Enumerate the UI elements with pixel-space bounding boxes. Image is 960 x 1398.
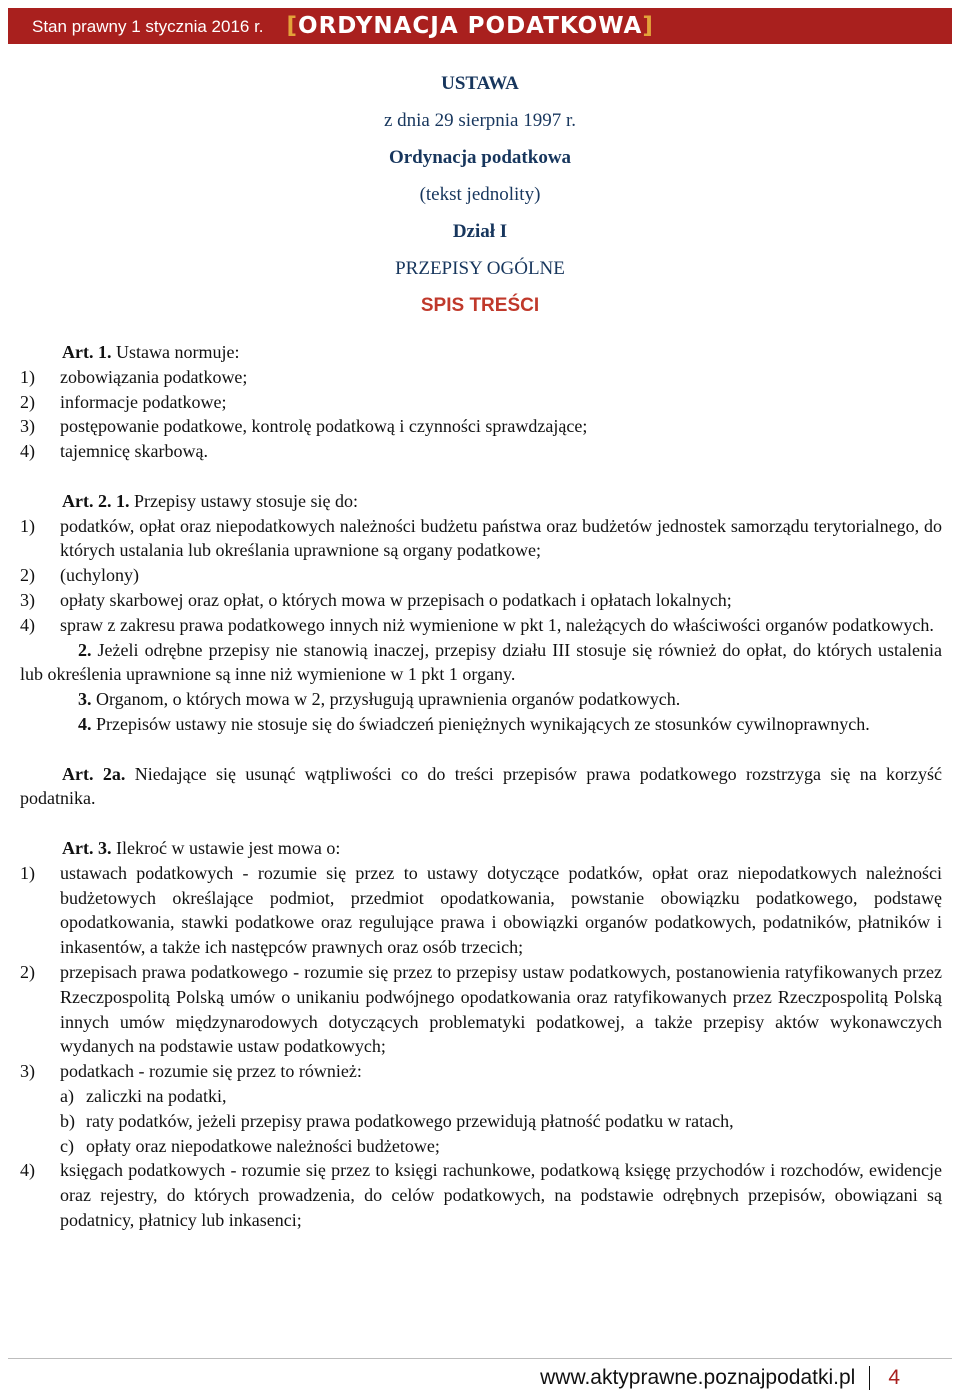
art2-item [20, 563, 942, 588]
art1-item [20, 365, 942, 390]
art2-intro [62, 489, 942, 514]
item-number: 2) [20, 391, 35, 412]
subitem-text: opłaty oraz niepodatkowe należności budżetowe; [86, 1135, 440, 1156]
art3-subitem [60, 1134, 942, 1159]
item-text: opłaty skarbowej oraz opłat, o których mowa w przepisach o podatkach i opłatach lokalnych; [60, 589, 732, 610]
paragraph-text: Organom, o których mowa w 2, przysługują uprawnienia organów podatkowych. [96, 689, 681, 710]
item-number: 2) [20, 961, 35, 982]
item-number: 4) [20, 1160, 35, 1181]
legal-status: Stan prawny 1 stycznia 2016 r. [32, 17, 264, 36]
item-number: 3) [20, 416, 35, 437]
paragraph-label: 1. [111, 490, 130, 511]
table-of-contents-link[interactable]: SPIS TREŚCI [420, 295, 540, 316]
art3-item [20, 960, 942, 1059]
item-text: podatkach - rozumie się przez to również: [60, 1061, 362, 1082]
art2-label: Art. 2. [62, 490, 112, 511]
art3-item [20, 861, 942, 960]
item-text: tajemnicę skarbową. [60, 441, 208, 462]
art2-paragraph [20, 638, 942, 688]
art3-subitem [60, 1109, 942, 1134]
section-heading: Dział I [452, 221, 508, 242]
art1-item [20, 439, 942, 464]
art1-item [20, 390, 942, 415]
act-date: z dnia 29 sierpnia 1997 r. [383, 110, 577, 131]
subitem-text: zaliczki na podatki, [86, 1085, 227, 1106]
act-name: Ordynacja podatkowa [388, 147, 572, 168]
item-number: 4) [20, 614, 35, 635]
page-number: 4 [888, 1366, 900, 1389]
item-number: 1) [20, 366, 35, 387]
art2a-paragraph [20, 762, 942, 812]
paragraph-label: 2. [78, 639, 92, 660]
subitem-text: raty podatków, jeżeli przepisy prawa podatkowego przewidują płatność podatku w ratach, [86, 1110, 734, 1131]
item-text: informacje podatkowe; [60, 391, 227, 412]
header-banner [8, 8, 952, 44]
item-text: postępowanie podatkowe, kontrolę podatkową i czynności sprawdzające; [60, 416, 588, 437]
art1-intro [62, 340, 942, 365]
item-number: 3) [20, 1061, 35, 1082]
consolidated-note: (tekst jednolity) [419, 184, 541, 205]
art2a-label: Art. 2a. [62, 763, 126, 784]
item-text: podatków, opłat oraz niepodatkowych należności budżetu państwa oraz budżetów jednostek samorządu terytorialnego, do których ustalania lub określania uprawnione są organy podatkowe; [60, 515, 942, 561]
item-text: spraw z zakresu prawa podatkowego innych niż wymienione w pkt 1, należących do właściwości organów podatkowych. [60, 614, 934, 635]
art2-item [20, 514, 942, 564]
item-number: 2) [20, 565, 35, 586]
subitem-letter: c) [60, 1135, 74, 1156]
subitem-letter: a) [60, 1085, 74, 1106]
document-title [287, 13, 654, 39]
item-text: zobowiązania podatkowe; [60, 366, 248, 387]
art2-item [20, 588, 942, 613]
item-text: księgach podatkowych - rozumie się przez to księgi rachunkowe, podatkową księgę przychodów i rozchodów, ewidencje oraz rejestry, do których prowadzenia, do celów podatkowych, na podstawie odrębnych przepisów, obowiązani są podatnicy, płatnicy lub inkasenci; [60, 1160, 942, 1230]
footer-separator [869, 1366, 870, 1390]
art1-label: Art. 1. [62, 342, 112, 362]
item-number: 1) [20, 862, 35, 883]
art1-item [20, 414, 942, 439]
paragraph-label: 3. [78, 689, 92, 710]
item-number: 1) [20, 515, 35, 536]
paragraph-label: 4. [78, 713, 92, 734]
paragraph-text: Przepisów ustawy nie stosuje się do świadczeń pieniężnych wynikających ze stosunków cywilnoprawnych. [96, 713, 870, 734]
item-number: 3) [20, 589, 35, 610]
art3-subitem [60, 1084, 942, 1109]
art2-paragraph [20, 687, 942, 712]
art1-text: Ustawa normuje: [115, 342, 240, 362]
item-text: ustawach podatkowych - rozumie się przez to ustawy dotyczące podatków, opłat oraz niepodatkowych należności budżetowych określające podmiot, przedmiot opodatkowania, powstanie obowiązku podatkowego, podstawę opodatkowania, stawki podatkowe oraz regulujące prawa i obowiązki organów podatkowych, podatników, płatników i inkasentów, a także ich następców prawnych oraz osób trzecich; [60, 862, 942, 958]
art3-item [20, 1059, 942, 1084]
document-title-text: ORDYNACJA PODATKOWA [298, 13, 643, 39]
art2-item [20, 613, 942, 638]
art3-intro [62, 836, 942, 861]
bracket-close: ] [642, 13, 654, 39]
art2-paragraph [20, 712, 942, 737]
art2a-text: Niedające się usunąć wątpliwości co do treści przepisów prawa podatkowego rozstrzyga się na korzyść podatnika. [20, 763, 943, 809]
bracket-open: [ [286, 13, 299, 39]
subitem-letter: b) [60, 1110, 75, 1131]
section-title: PRZEPISY OGÓLNE [395, 258, 565, 279]
art2-text: Przepisy ustawy stosuje się do: [133, 490, 358, 511]
item-text: (uchylony) [60, 565, 139, 586]
art3-label: Art. 3. [62, 837, 112, 858]
paragraph-text: Jeżeli odrębne przepisy nie stanowią inaczej, przepisy działu III stosuje się również do opłat, do których ustalenia lub określenia uprawnione są inne niż wymienione w 1 pkt 1 organy. [20, 639, 942, 685]
art3-item [20, 1158, 942, 1232]
ustawa-heading: USTAWA [441, 73, 519, 94]
document-body [20, 340, 942, 1233]
item-number: 4) [20, 441, 35, 462]
item-text: przepisach prawa podatkowego - rozumie się przez to przepisy ustaw podatkowych, postanowienia ratyfikowanych przez Rzeczpospolitą Polską umów o unikaniu podwójnego opodatkowania oraz ratyfikowanych przez Rzeczpospolitą Polską innych umów międzynarodowych dotyczących problematyki podatkowej, a także przepisy aktów wykonawczych wydanych na podstawie ustaw podatkowych; [60, 961, 942, 1057]
footer [540, 1366, 900, 1390]
art3-text: Ilekroć w ustawie jest mowa o: [115, 837, 341, 858]
footer-divider [8, 1358, 952, 1359]
footer-url-link[interactable]: www.aktyprawne.poznajpodatki.pl [540, 1366, 856, 1389]
